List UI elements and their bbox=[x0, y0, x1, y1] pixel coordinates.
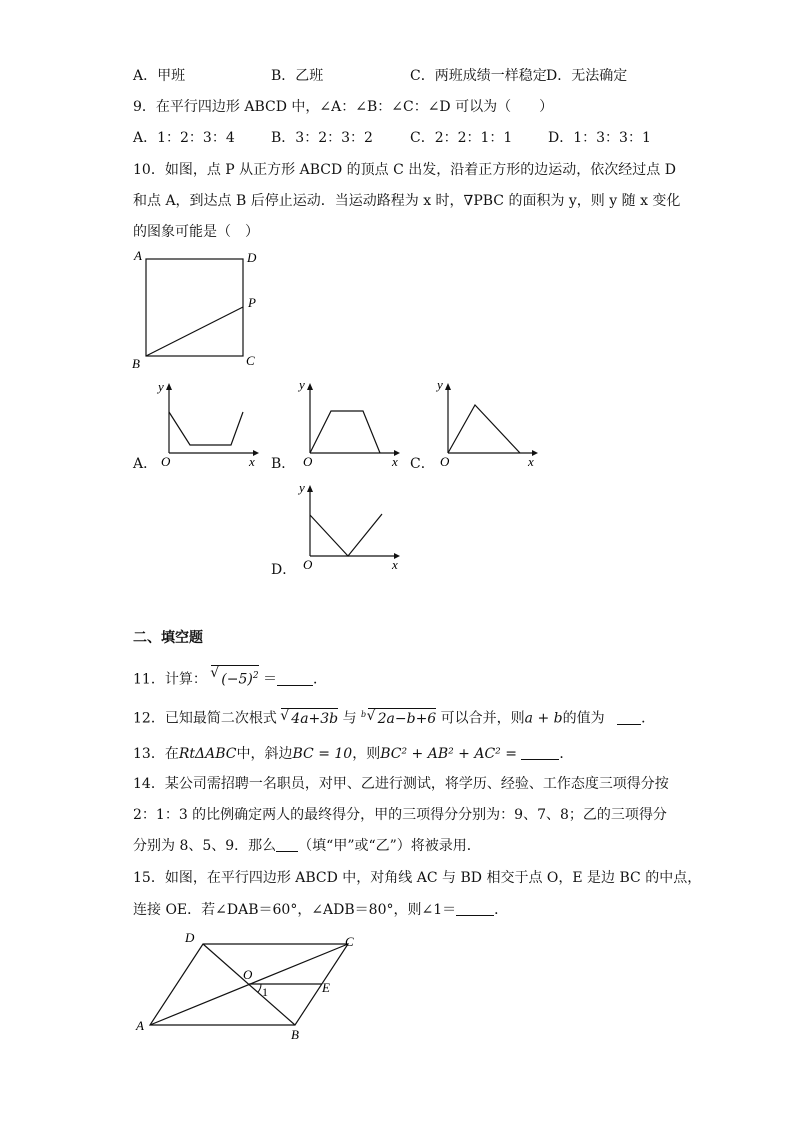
axis-x-label: x bbox=[392, 454, 398, 469]
answer-blank bbox=[277, 671, 313, 686]
section-title: 二、填空题 bbox=[133, 630, 203, 646]
label-angle-1: 1 bbox=[262, 985, 268, 999]
square-figure bbox=[128, 248, 268, 373]
axis-x-label: x bbox=[528, 454, 534, 469]
graph-d-curve bbox=[310, 514, 382, 556]
label-d: D bbox=[185, 930, 195, 945]
axis-y-label: y bbox=[437, 378, 443, 392]
q13-then: ，则 bbox=[352, 746, 381, 762]
q13-mid: 中，斜边 bbox=[236, 746, 293, 762]
axis-x-label: x bbox=[249, 454, 255, 469]
q13-end: ． bbox=[559, 746, 574, 762]
q8-option-a: A．甲班 bbox=[133, 68, 186, 84]
label-a: A bbox=[134, 248, 142, 263]
q14-line3-end: （填“甲”或“乙”）将被录用． bbox=[298, 838, 481, 854]
q12-prefix: 12．已知最简二次根式 bbox=[133, 710, 277, 727]
q12-suffix: 可以合并，则 bbox=[440, 710, 525, 727]
q11-equals: ＝ bbox=[263, 671, 278, 688]
graph-d bbox=[296, 480, 406, 575]
square-abcd bbox=[146, 259, 243, 356]
label-p: P bbox=[248, 295, 256, 310]
q11 bbox=[133, 665, 327, 690]
q10-stem-line2: 和点 A，到达点 B 后停止运动．当运动路程为 x 时，∇PBC 的面积为 y，则 y 随 x 变化 bbox=[133, 193, 681, 209]
q11-exponent: 2 bbox=[252, 671, 259, 681]
q8-option-b: B．乙班 bbox=[271, 68, 324, 84]
q12-tail: 的值为 bbox=[562, 710, 605, 727]
q13-equation: BC = 10 bbox=[292, 746, 353, 762]
label-b: B bbox=[132, 356, 140, 371]
axis-x-label: x bbox=[392, 557, 398, 572]
answer-blank bbox=[617, 710, 641, 725]
y-arrow-icon bbox=[445, 383, 451, 390]
q14-line2: 2：1：3 的比例确定两人的最终得分，甲的三项得分分别为：9、7、8；乙的三项得分 bbox=[133, 807, 667, 823]
q14-line3 bbox=[133, 836, 481, 856]
q9-option-b: B．3：2：3：2 bbox=[271, 130, 373, 146]
label-a: A bbox=[136, 1018, 144, 1033]
q13-triangle: RtΔABC bbox=[178, 746, 237, 762]
q15-line2 bbox=[133, 900, 508, 920]
q9-option-a: A．1：2：3：4 bbox=[133, 130, 235, 146]
parallelogram-figure bbox=[130, 930, 370, 1045]
radical-sign-icon: √ bbox=[210, 665, 220, 681]
q13-sum: BC² + AB² + AC² = bbox=[380, 746, 517, 762]
graph-a-curve bbox=[169, 412, 243, 445]
q13 bbox=[133, 744, 573, 764]
radical-sign-icon: √ bbox=[366, 707, 376, 724]
q12-end: ． bbox=[641, 710, 656, 727]
graph-option-b-label: B． bbox=[271, 456, 296, 472]
label-b: B bbox=[291, 1027, 299, 1042]
q8-option-d: D．无法确定 bbox=[546, 68, 628, 84]
q9-stem: 9．在平行四边形 ABCD 中，∠A：∠B：∠C：∠D 可以为（ ） bbox=[133, 99, 554, 115]
q11-prefix: 11．计算： bbox=[133, 671, 207, 688]
graph-option-a-label: A． bbox=[133, 456, 158, 472]
q9-option-c: C．2：2：1：1 bbox=[410, 130, 513, 146]
q13-prefix: 13．在 bbox=[133, 746, 179, 762]
graph-b-curve bbox=[310, 411, 380, 453]
q11-radical bbox=[211, 665, 258, 690]
q15-line1: 15．如图，在平行四边形 ABCD 中，对角线 AC 与 BD 相交于点 O，E 是边 BC 的中点， bbox=[133, 870, 702, 886]
q15-line2-start: 连接 OE．若∠DAB＝60°，∠ADB＝80°，则∠1＝ bbox=[133, 902, 457, 918]
axis-origin-label: O bbox=[440, 454, 450, 469]
answer-blank bbox=[521, 745, 559, 760]
q12-root-index: b bbox=[361, 710, 367, 719]
label-c: C bbox=[345, 934, 354, 949]
q14-line1: 14．某公司需招聘一名职员，对甲、乙进行测试，将学历、经验、工作态度三项得分按 bbox=[133, 776, 669, 792]
axis-origin-label: O bbox=[303, 454, 313, 469]
graph-a bbox=[155, 378, 265, 470]
q8-option-c: C．两班成绩一样稳定 bbox=[410, 68, 547, 84]
graph-option-d-label: D． bbox=[271, 562, 297, 578]
q15-line2-end: ． bbox=[494, 902, 509, 918]
graph-c-curve bbox=[448, 405, 520, 453]
answer-blank bbox=[456, 901, 494, 916]
label-d: D bbox=[247, 250, 257, 265]
label-o: O bbox=[243, 967, 253, 982]
axis-y-label: y bbox=[299, 378, 305, 392]
answer-blank bbox=[276, 837, 298, 852]
label-e: E bbox=[322, 980, 330, 995]
q12-expression: a + b bbox=[524, 710, 563, 727]
q10-stem-line3: 的图象可能是（ ） bbox=[133, 224, 259, 240]
q12 bbox=[133, 705, 655, 729]
q12-radicand-1: 4a+3b bbox=[291, 710, 339, 727]
y-arrow-icon bbox=[166, 383, 172, 390]
axis-y-label: y bbox=[158, 379, 164, 394]
angle-1-arc-icon bbox=[258, 984, 261, 992]
q9-option-d: D．1：3：3：1 bbox=[548, 130, 651, 146]
q10-stem-line1: 10．如图，点 P 从正方形 ABCD 的顶点 C 出发，沿着正方形的边运动，依次经过点 D bbox=[133, 162, 676, 178]
label-c: C bbox=[246, 353, 255, 368]
graph-b bbox=[296, 378, 406, 470]
axis-y-label: y bbox=[299, 480, 305, 495]
q14-line3-start: 分别为 8、5、9．那么 bbox=[133, 838, 277, 854]
graph-c bbox=[434, 378, 544, 470]
q11-end: ． bbox=[313, 671, 328, 688]
q12-radical-2 bbox=[368, 708, 437, 729]
q11-radicand: (−5) bbox=[221, 671, 253, 688]
axis-origin-label: O bbox=[303, 557, 313, 572]
y-arrow-icon bbox=[307, 485, 313, 492]
q12-radical-1 bbox=[281, 708, 338, 729]
q12-connector: 与 bbox=[342, 710, 357, 727]
y-arrow-icon bbox=[307, 383, 313, 390]
segment-bp bbox=[146, 307, 243, 356]
radical-sign-icon: √ bbox=[280, 707, 290, 724]
q12-radicand-2: 2a−b+6 bbox=[377, 710, 437, 727]
axis-origin-label: O bbox=[161, 454, 171, 469]
graph-option-c-label: C． bbox=[410, 456, 435, 472]
